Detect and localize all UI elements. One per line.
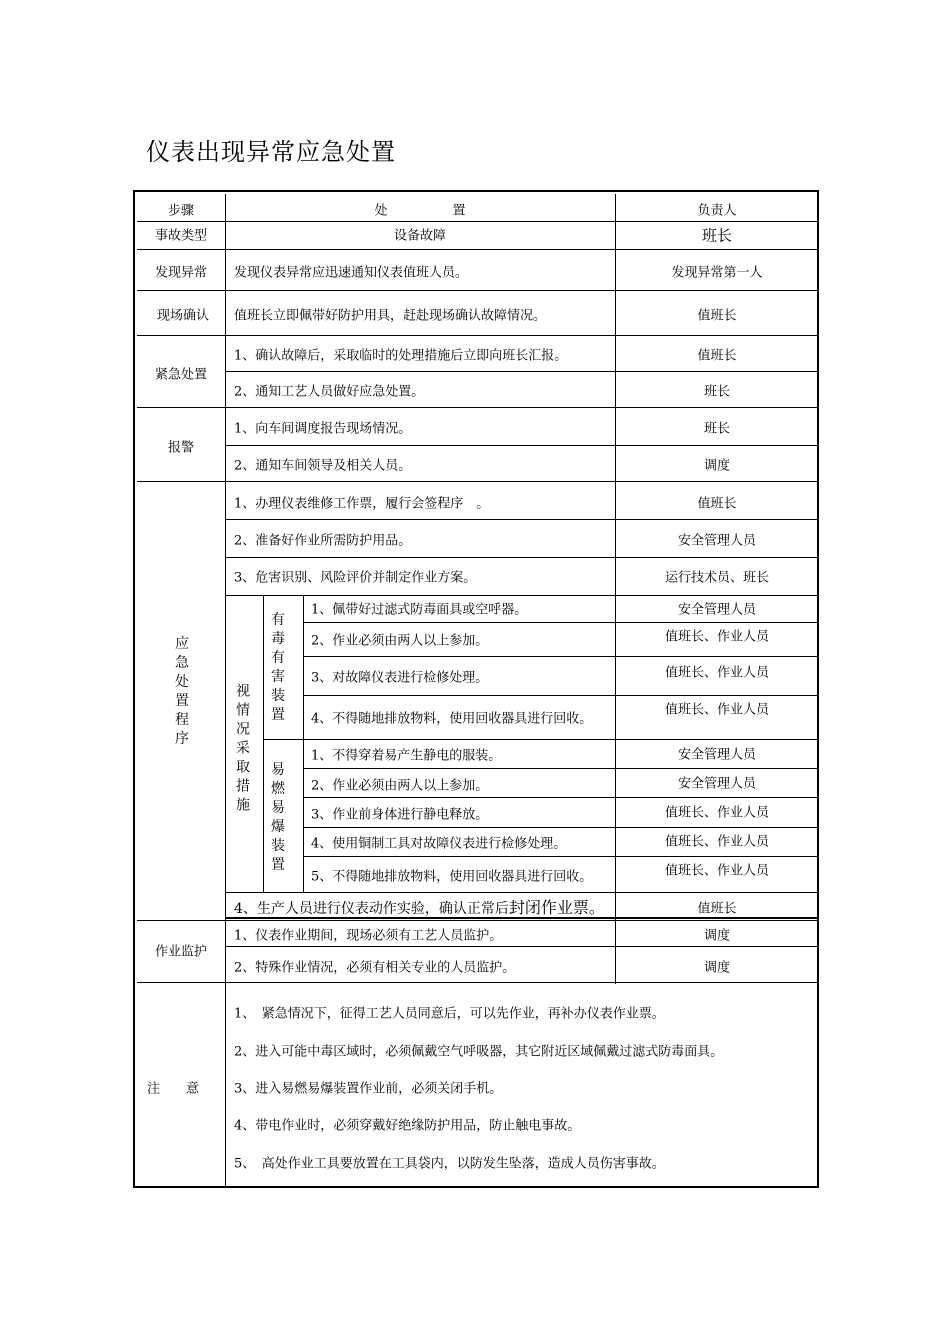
final-action-b: 封闭作业票。	[508, 898, 605, 917]
discover-action: 发现仪表异常应迅速通知仪表值班人员。	[234, 265, 469, 281]
confirm-label: 现场确认	[156, 308, 210, 324]
flammable-owner-3: 值班长、作业人员	[664, 805, 770, 821]
alarm-owner-2: 调度	[703, 458, 731, 474]
flammable-owner-1: 安全管理人员	[677, 747, 757, 763]
procedure-action-2: 2、准备好作业所需防护用品。	[234, 533, 412, 549]
urgent-action-1: 1、确认故障后，采取临时的处理措施后立即向班长汇报。	[234, 348, 568, 364]
alarm-action-2: 2、通知车间领导及相关人员。	[234, 458, 412, 474]
type-owner: 班长	[701, 226, 733, 245]
header-owner: 负责人	[697, 203, 737, 219]
flammable-action-5: 5、不得随地排放物料，使用回收器具进行回收。	[311, 869, 593, 885]
monitor-owner-2: 调度	[703, 960, 731, 976]
note-3: 3、进入易燃易爆装置作业前，必须关闭手机。	[234, 1081, 503, 1097]
discover-label: 发现异常	[154, 265, 208, 281]
urgent-label: 紧急处置	[154, 367, 208, 383]
urgent-owner-2: 班长	[703, 384, 731, 400]
discover-owner: 发现异常第一人	[671, 265, 763, 281]
confirm-action: 值班长立即佩带好防护用具，赶赴现场确认故障情况。	[234, 308, 547, 324]
final-action	[234, 900, 605, 916]
emergency-table	[133, 190, 819, 1188]
situation-label: 视情况采取措施	[236, 683, 250, 814]
procedure-owner-1: 值班长	[697, 496, 737, 512]
monitor-action-1: 1、仪表作业期间，现场必须有工艺人员监护。	[234, 928, 503, 944]
type-label: 事故类型	[154, 228, 208, 244]
alarm-label: 报警	[167, 440, 195, 456]
final-owner: 值班长	[697, 901, 737, 917]
note-1: 1、 紧急情况下，征得工艺人员同意后，可以先作业，再补办仪表作业票。	[234, 1006, 665, 1022]
note-4: 4、带电作业时，必须穿戴好绝缘防护用品，防止触电事故。	[234, 1118, 581, 1134]
header-step: 步骤	[167, 203, 195, 219]
flammable-label: 易燃易爆装置	[271, 762, 285, 873]
page-title: 仪表出现异常应急处置	[146, 138, 396, 166]
flammable-action-4: 4、使用铜制工具对故障仪表进行检修处理。	[311, 836, 567, 852]
flammable-owner-2: 安全管理人员	[677, 776, 757, 792]
procedure-action-1: 1、办理仪表维修工作票，履行会签程序 。	[234, 496, 490, 512]
procedure-owner-3: 运行技术员、班长	[664, 570, 770, 586]
toxic-action-1: 1、佩带好过滤式防毒面具或空呼器。	[311, 602, 528, 618]
alarm-action-1: 1、向车间调度报告现场情况。	[234, 421, 412, 437]
toxic-action-4: 4、不得随地排放物料，使用回收器具进行回收。	[311, 711, 593, 727]
flammable-action-3: 3、作业前身体进行静电释放。	[311, 807, 489, 823]
confirm-owner: 值班长	[697, 308, 737, 324]
procedure-action-3: 3、危害识别、风险评价并制定作业方案。	[234, 570, 477, 586]
urgent-owner-1: 值班长	[697, 348, 737, 364]
final-action-a: 4、生产人员进行仪表动作实验，确认正常后	[234, 901, 509, 917]
note-5: 5、 高处作业工具要放置在工具袋内，以防发生坠落，造成人员伤害事故。	[234, 1156, 665, 1172]
flammable-action-2: 2、作业必须由两人以上参加。	[311, 778, 489, 794]
toxic-owner-3: 值班长、作业人员	[664, 665, 770, 681]
monitor-label: 作业监护	[154, 944, 208, 960]
alarm-owner-1: 班长	[703, 421, 731, 437]
notes-label: 注 意	[147, 1081, 200, 1097]
toxic-owner-2: 值班长、作业人员	[664, 629, 770, 645]
toxic-owner-1: 安全管理人员	[677, 602, 757, 618]
monitor-action-2: 2、特殊作业情况，必须有相关专业的人员监护。	[234, 960, 516, 976]
flammable-owner-4: 值班长、作业人员	[664, 834, 770, 850]
header-action: 处 置	[374, 203, 466, 219]
toxic-action-3: 3、对故障仪表进行检修处理。	[311, 670, 489, 686]
toxic-owner-4: 值班长、作业人员	[664, 702, 770, 718]
procedure-owner-2: 安全管理人员	[677, 533, 757, 549]
note-2: 2、进入可能中毒区域时，必须佩戴空气呼吸器，其它附近区域佩戴过滤式防毒面具。	[234, 1044, 724, 1060]
type-value: 设备故障	[393, 228, 447, 244]
urgent-action-2: 2、通知工艺人员做好应急处置。	[234, 384, 425, 400]
monitor-owner-1: 调度	[703, 928, 731, 944]
procedure-label: 应急处置程序	[175, 636, 189, 747]
flammable-action-1: 1、不得穿着易产生静电的服装。	[311, 748, 502, 764]
toxic-label: 有毒有害装置	[271, 612, 285, 723]
flammable-owner-5: 值班长、作业人员	[664, 863, 770, 879]
toxic-action-2: 2、作业必须由两人以上参加。	[311, 633, 489, 649]
